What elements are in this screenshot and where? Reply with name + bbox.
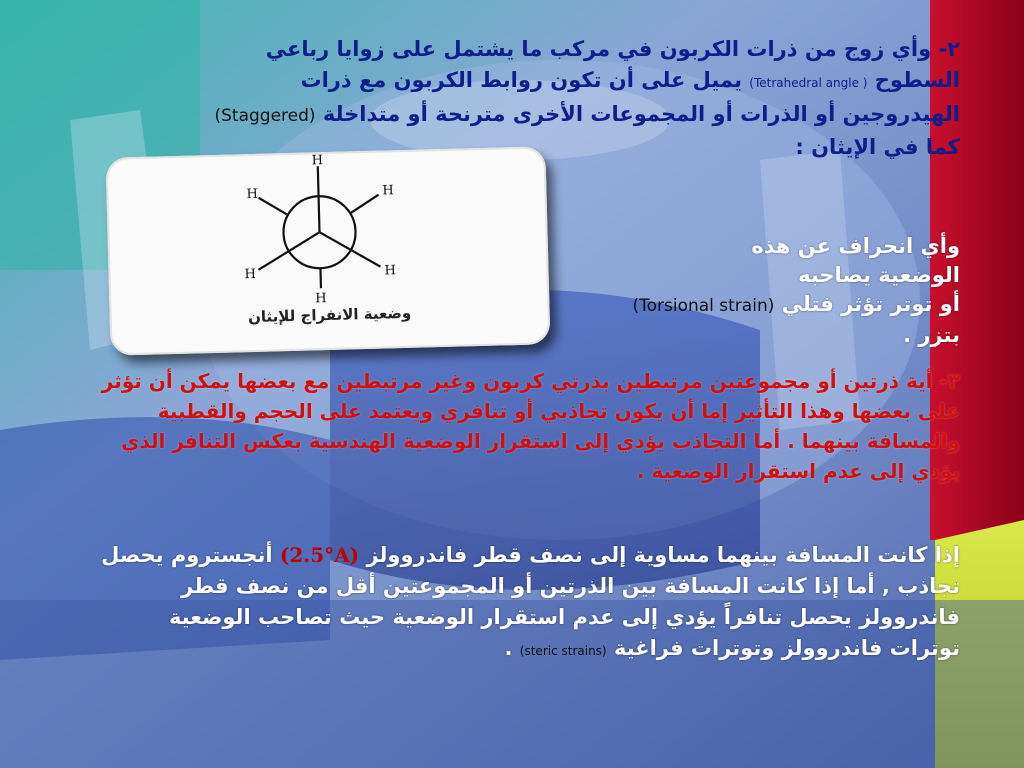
atom-label-lower-left: H [244,266,257,283]
paragraph-4-end: . [504,636,513,660]
torsion-note-line-1: وأي انحراف عن هذه [751,234,960,258]
paragraph-2-line-2-arabic: السطوح [874,68,960,92]
paragraph-4-middle: أنجستروم يحصل تجاذب , أما إذا كانت المسافة بين الذرتين أو المجموعتين أقل من نصف قطر فاندروولز يحصل تنافراً يؤدي إلى عدم استقرار الوضعية حيث تصاحب الوضعية توترات فاندروولز وتوترات فراغية [101,543,960,660]
paragraph-2-line-4: كما في الإيثان : [795,135,960,159]
tetrahedral-angle-term: (Tetrahedral angle ) [749,76,868,90]
torsion-note-line-2: الوضعية يصاحبه [798,263,960,287]
paragraph-2 [60,34,960,163]
torsional-strain-term: (Torsional strain) [632,296,775,316]
angstrom-value: (2.5°A) [279,543,360,567]
staggered-term: (Staggered) [214,106,316,126]
steric-strains-term: (steric strains) [519,644,607,658]
paragraph-2-line-3-arabic: الهيدروجين أو الذرات أو المجموعات الأخرى مترنحة أو متداخلة [322,102,960,126]
torsion-note-line-3 [550,290,960,321]
paragraph-4 [100,540,960,667]
paragraph-4-start: إذا كانت المسافة بينهما مساوية إلى نصف قطر فاندروولز [366,543,960,567]
torsion-note [550,232,960,350]
atom-label-bottom: H [315,291,327,307]
paragraph-2-line-3 [60,99,960,132]
paragraph-2-line-2-rest: يميل على أن تكون روابط الكربون مع ذرات [300,68,742,92]
atom-label-upper-left: H [246,186,259,203]
paragraph-2-line-1: ٢- وأي زوج من ذرات الكربون في مركب ما يشتمل على زوايا رباعي [265,37,960,61]
paragraph-3: ٣- أية ذرتين أو مجموعتين مرتبطين بذرتي كربون وغير مرتبطين مع بعضها يمكن أن تؤثر على بعضها وهذا التأثير إما أن يكون تجاذبي أو تنافري ويعتمد على الحجم والقطبية والمسافة بينهما . أما التجاذب يؤدي إلى استقرار الوضعية الهندسية بعكس التنافر الذي يؤدي إلى عدم استقرار الوضعية . [101,369,960,483]
paragraph-2-line-2 [60,65,960,99]
atom-label-upper-right: H [382,183,394,199]
atom-label-top: H [311,153,324,169]
torsion-note-line-3-arabic: أو توتر تؤثر فتلي [781,292,960,316]
figure-caption: وضعية الانفراج للإيثان [247,303,412,327]
newman-projection-figure [105,146,550,355]
atom-label-lower-right: H [384,263,397,279]
torsion-note-line-4: بتزر . [903,323,960,347]
